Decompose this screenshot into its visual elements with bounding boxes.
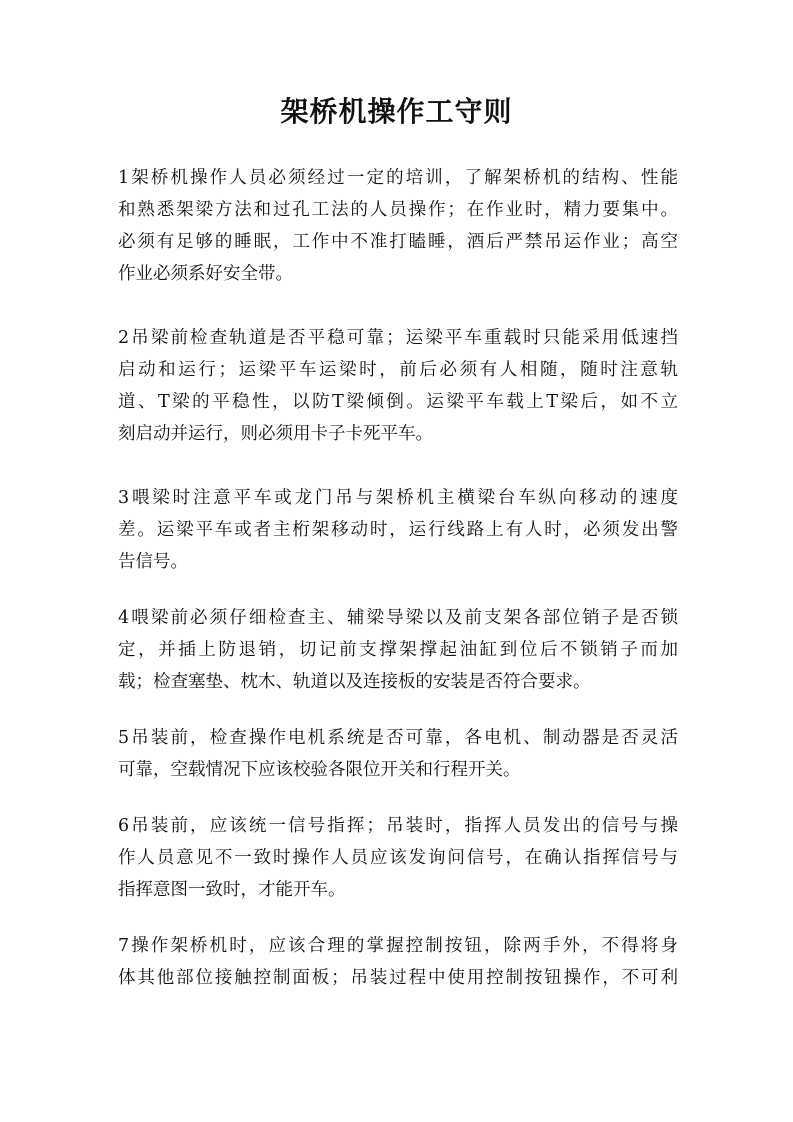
paragraph-line: 差。运梁平车或者主桁架移动时，运行线路上有人时，必须发出警 bbox=[118, 520, 678, 540]
paragraph-line: 6吊装前，应该统一信号指挥；吊装时，指挥人员发出的信号与操 bbox=[118, 816, 678, 836]
paragraph-line: 必须有足够的睡眠，工作中不准打瞌睡，酒后严禁吊运作业；高空 bbox=[118, 232, 678, 252]
paragraph-line: 刻启动并运行，则必须用卡子卡死平车。 bbox=[118, 424, 433, 444]
paragraph-line: 指挥意图一致时，才能开车。 bbox=[118, 880, 346, 900]
paragraph-5 bbox=[118, 722, 678, 786]
paragraph-line: 作人员意见不一致时操作人员应该发询问信号，在确认指挥信号与 bbox=[118, 848, 678, 868]
paragraph-line: 7操作架桥机时，应该合理的掌握控制按钮，除两手外，不得将身 bbox=[118, 936, 678, 956]
paragraph-line: 定，并插上防退销，切记前支撑架撑起油缸到位后不锁销子而加 bbox=[118, 640, 678, 660]
document-title: 架桥机操作工守则 bbox=[280, 95, 513, 128]
paragraph-line: 载；检查塞垫、枕木、轨道以及连接板的安装是否符合要求。 bbox=[118, 672, 591, 692]
paragraph-1 bbox=[118, 162, 678, 290]
paragraph-line: 告信号。 bbox=[118, 552, 188, 572]
paragraph-line: 启动和运行；运梁平车运梁时，前后必须有人相随，随时注意轨 bbox=[118, 360, 678, 380]
paragraph-line: 5吊装前，检查操作电机系统是否可靠，各电机、制动器是否灵活 bbox=[118, 728, 678, 748]
paragraph-7 bbox=[118, 930, 678, 994]
paragraph-line: 1架桥机操作人员必须经过一定的培训，了解架桥机的结构、性能 bbox=[118, 168, 678, 188]
paragraph-line: 可靠，空载情况下应该校验各限位开关和行程开关。 bbox=[118, 760, 521, 780]
paragraph-6 bbox=[118, 810, 678, 906]
paragraph-line: 体其他部位接触控制面板；吊装过程中使用控制按钮操作，不可利 bbox=[118, 968, 678, 988]
paragraph-line: 2吊梁前检查轨道是否平稳可靠；运梁平车重载时只能采用低速挡 bbox=[118, 328, 678, 348]
paragraph-line: 4喂梁前必须仔细检查主、辅梁导梁以及前支架各部位销子是否锁 bbox=[118, 608, 678, 628]
paragraph-line: 和熟悉架梁方法和过孔工法的人员操作；在作业时，精力要集中。 bbox=[118, 200, 678, 220]
paragraph-4 bbox=[118, 602, 678, 698]
paragraph-3 bbox=[118, 482, 678, 578]
paragraph-line: 3喂梁时注意平车或龙门吊与架桥机主横梁台车纵向移动的速度 bbox=[118, 488, 678, 508]
paragraph-line: 作业必须系好安全带。 bbox=[118, 264, 293, 284]
paragraph-2 bbox=[118, 322, 678, 450]
paragraph-line: 道、T梁的平稳性，以防T梁倾倒。运梁平车载上T梁后，如不立 bbox=[118, 392, 678, 412]
